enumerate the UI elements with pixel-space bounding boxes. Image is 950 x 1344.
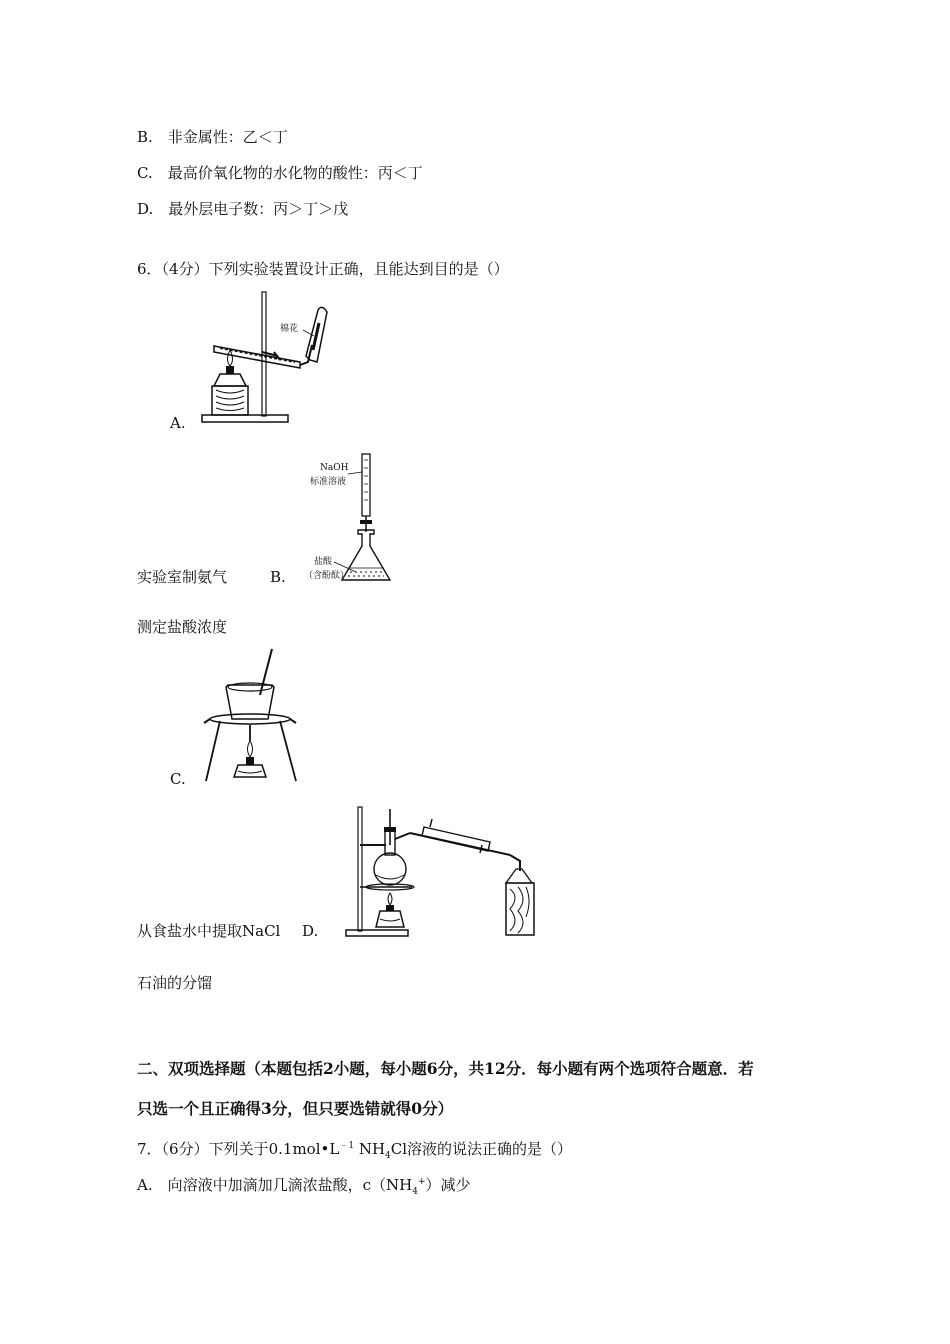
q7-stem-part2: NH <box>354 1140 386 1158</box>
q6-option-c-label: C. <box>170 770 186 788</box>
q6-option-a-caption: 实验室制氨气 <box>137 568 228 586</box>
q7-option-a-part1: A. 向溶液中加滴加几滴浓盐酸，c（NH <box>137 1176 413 1194</box>
q7-stem-exponent: ﹣1 <box>339 1141 355 1151</box>
q6-option-d-label: D. <box>302 922 319 940</box>
section2-title-line2: 只选一个且正确得3分，但只要选错就得0分） <box>137 1099 454 1118</box>
q7-stem-part3: Cl溶液的说法正确的是（） <box>390 1140 573 1158</box>
q6-option-a-label: A. <box>170 414 186 432</box>
figure-a-label-cotton: 棉花 <box>280 324 299 334</box>
q7-option-a-part2: ）减少 <box>425 1176 471 1194</box>
figure-c-evaporation <box>200 645 310 785</box>
figure-a-ammonia-apparatus <box>200 290 340 425</box>
figure-b-label-phenolphthalein: （含酚酞） <box>304 571 350 581</box>
q5-option-b: B. 非金属性：乙＜丁 <box>137 128 288 146</box>
q7-stem-subscript: 4 <box>385 1151 391 1161</box>
figure-b-titration <box>300 450 400 590</box>
figure-b-label-acid: 盐酸 <box>314 557 333 567</box>
q6-option-b-label: B. <box>270 568 286 586</box>
q5-option-d: D. 最外层电子数：丙＞丁＞戊 <box>137 200 349 218</box>
q7-stem <box>137 1136 572 1166</box>
q6-option-b-caption: 测定盐酸浓度 <box>137 618 228 636</box>
q7-stem-part1: 7．（6分）下列关于0.1mol•L <box>137 1140 340 1158</box>
section2-title-line1: 二、双项选择题（本题包括2小题，每小题6分，共12分．每小题有两个选项符合题意．若 <box>137 1059 754 1078</box>
q6-option-c-caption: 从食盐水中提取NaCl <box>137 922 281 940</box>
q5-option-c: C. 最高价氧化物的水化物的酸性：丙＜丁 <box>137 164 423 182</box>
q6-stem: 6．（4分）下列实验装置设计正确，且能达到目的是（） <box>137 260 509 278</box>
figure-b-label-naoh: NaOH <box>320 463 349 473</box>
figure-d-distillation <box>340 805 540 940</box>
q6-option-d-caption: 石油的分馏 <box>137 974 213 992</box>
q7-option-a-subscript: 4 <box>412 1187 418 1197</box>
q7-option-a <box>137 1172 471 1202</box>
figure-b-label-standard: 标准溶液 <box>310 477 347 487</box>
q7-option-a-superscript: + <box>417 1177 426 1187</box>
